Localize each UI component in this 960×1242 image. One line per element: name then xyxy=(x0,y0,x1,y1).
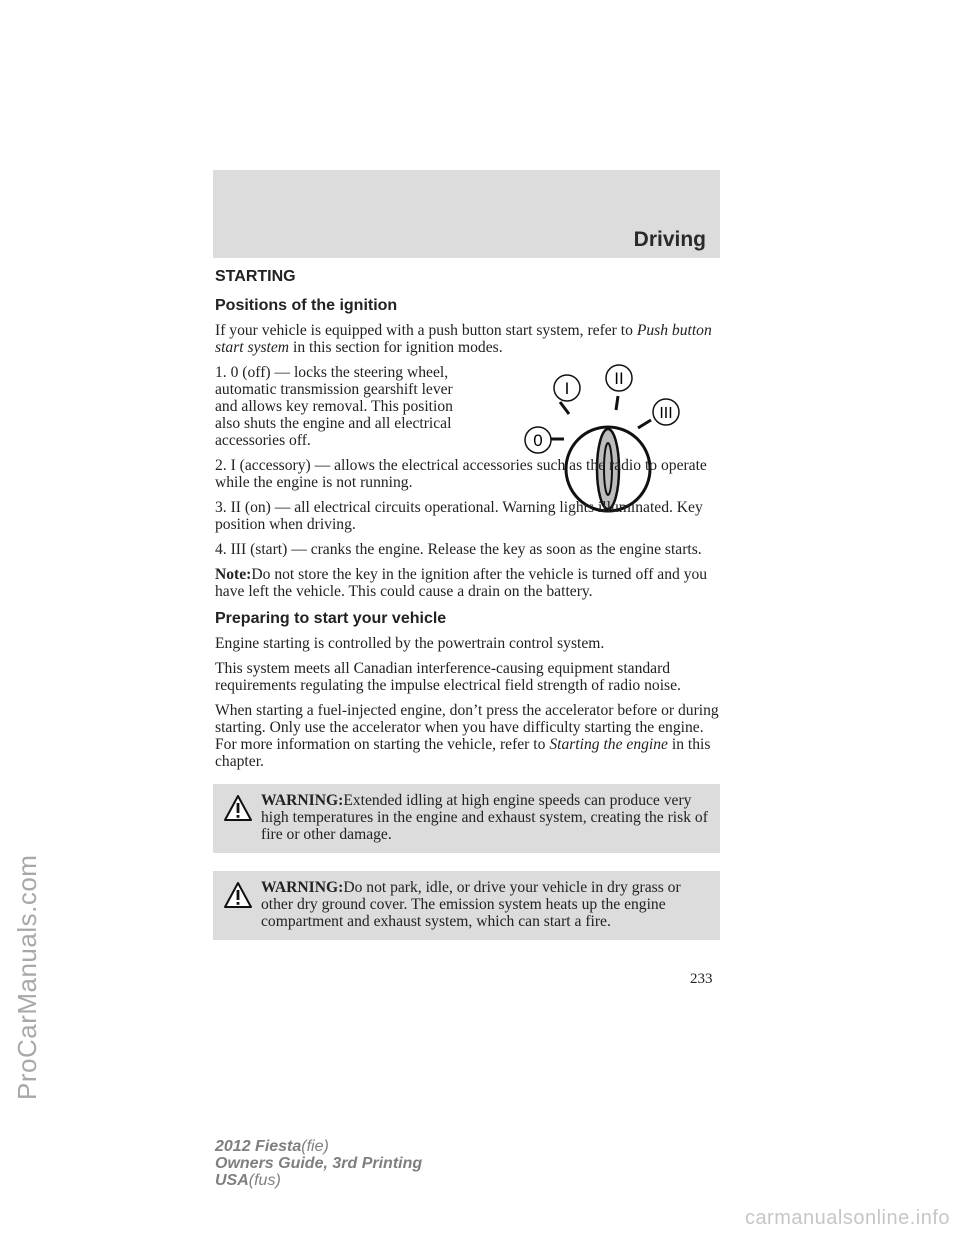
intro-text-before: If your vehicle is equipped with a push button start system, refer to xyxy=(215,322,633,339)
ignition-item-on: 3. II (on) — all electrical circuits operational. Warning lights illuminated. Key position when driving. xyxy=(215,499,703,533)
ignition-item-start: 4. III (start) — cranks the engine. Release the key as soon as the engine starts. xyxy=(215,541,702,558)
chapter-header-band xyxy=(213,170,720,258)
footer-market-line xyxy=(215,1172,422,1189)
preparing-paragraph-3 xyxy=(215,702,720,770)
ignition-note xyxy=(215,566,720,600)
warning-text-dry-grass xyxy=(223,879,712,930)
warning-box-dry-grass xyxy=(213,871,720,940)
footer-model: 2012 Fiesta xyxy=(215,1138,302,1155)
footer-market: USA xyxy=(215,1172,249,1189)
preparing-paragraph-1: Engine starting is controlled by the powertrain control system. xyxy=(215,635,605,652)
starting-engine-reference: Starting the engine xyxy=(549,736,668,753)
label-position-0: 0 xyxy=(533,431,543,450)
ignition-item-accessory: 2. I (accessory) — allows the electrical accessories such as the radio to operate while the engine is not running. xyxy=(215,457,707,491)
label-position-3: III xyxy=(659,405,673,422)
side-watermark: ProCarManuals.com xyxy=(12,854,42,1100)
bottom-watermark: carmanualsonline.info xyxy=(744,1207,950,1229)
chapter-title: Driving xyxy=(633,228,706,251)
warning-label: WARNING: xyxy=(261,792,344,809)
label-position-2: II xyxy=(614,369,624,388)
ignition-intro xyxy=(215,322,720,356)
footer-model-code: (fie) xyxy=(301,1138,329,1155)
intro-text-after: in this section for ignition modes. xyxy=(292,339,503,356)
p3-text-after: in this chapter. xyxy=(215,736,711,770)
page-content xyxy=(215,268,720,958)
ignition-item-off: 1. 0 (off) — locks the steering wheel, automatic transmission gearshift lever and allows key removal. This position also shuts the engine and all electrical accessories off. xyxy=(215,364,453,449)
warning-label: WARNING: xyxy=(261,879,344,896)
p3-text-before: When starting a fuel-injected engine, don’t press the accelerator before or during starting. Only use the accelerator when you have difficulty starting the engine. For more information on starting the vehicle, refer to xyxy=(215,702,719,753)
preparing-paragraph-2: This system meets all Canadian interference-causing equipment standard requirements regulating the impulse electrical field strength of radio noise. xyxy=(215,660,681,694)
warning-box-idling xyxy=(213,784,720,853)
page-number: 233 xyxy=(690,971,713,987)
warning-text-idling xyxy=(223,792,712,843)
ignition-heading: Positions of the ignition xyxy=(215,297,398,314)
document-footer xyxy=(215,1138,422,1189)
push-button-reference: Push button start system xyxy=(215,322,712,356)
warning-body: Extended idling at high engine speeds can produce very high temperatures in the engine and exhaust system, creating the risk of fire or other damage. xyxy=(261,792,708,843)
warning-triangle-icon xyxy=(223,794,253,822)
preparing-heading: Preparing to start your vehicle xyxy=(215,610,447,627)
label-position-1: I xyxy=(564,379,570,398)
section-title: STARTING xyxy=(215,268,296,285)
warning-body: Do not park, idle, or drive your vehicle in dry grass or other dry ground cover. The emission system heats up the engine compartment and exhaust system, which can start a fire. xyxy=(261,879,681,930)
warning-triangle-icon xyxy=(223,881,253,909)
footer-model-line xyxy=(215,1138,422,1155)
footer-guide: Owners Guide, 3rd Printing xyxy=(215,1155,423,1172)
note-text: Do not store the key in the ignition after the vehicle is turned off and you have left the vehicle. This could cause a drain on the battery. xyxy=(215,566,708,600)
note-label: Note: xyxy=(215,566,252,583)
footer-market-code: (fus) xyxy=(248,1172,281,1189)
